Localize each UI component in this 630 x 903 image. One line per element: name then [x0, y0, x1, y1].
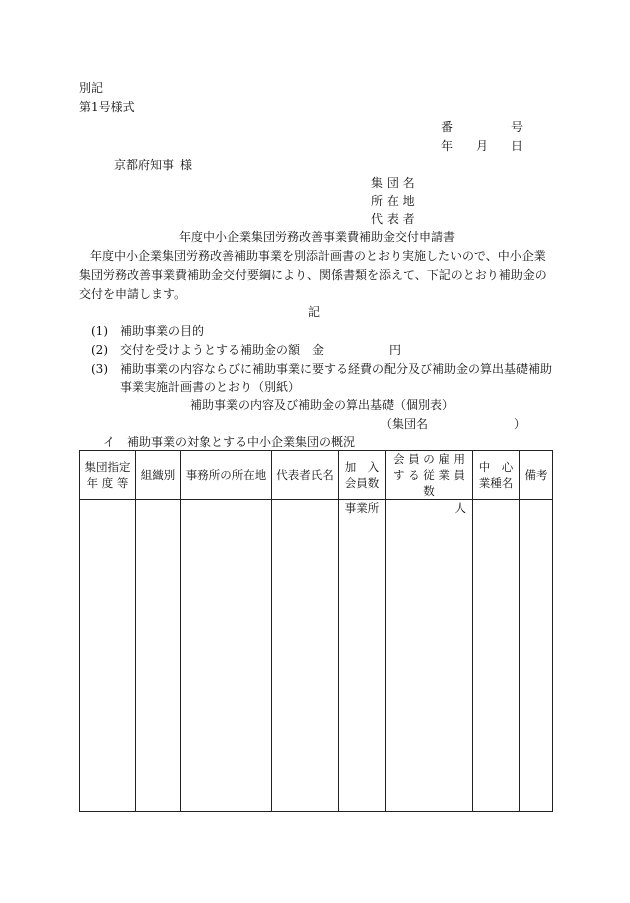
header-member-count: [339, 451, 386, 500]
item-3-continuation: 事業実施計画書のとおり（別紙）: [120, 380, 301, 394]
header-employees-line-1: 会 員 の 雇 用: [392, 452, 466, 466]
cell-employees: [386, 500, 473, 812]
cell-remarks: [520, 500, 553, 812]
date-month: 月: [476, 139, 489, 153]
header-designation-year: [80, 451, 136, 500]
date-year: 年: [441, 139, 454, 153]
body-line-1: 年度中小企業集団労務改善補助事業を別添計画書のとおり実施したいので、中小企業: [90, 249, 546, 263]
item-2-yen: 円: [389, 343, 402, 357]
attachment-label: 別記: [79, 81, 104, 95]
addressee-name: 京都府知事: [114, 158, 175, 172]
item-3-text: 補助事業の内容ならびに補助事業に要する経費の配分及び補助金の算出基礎補助: [120, 362, 553, 376]
applicant-group-name: 集 団 名: [371, 176, 415, 190]
body-line-2: 集団労務改善事業費補助金交付要綱により、関係書類を添えて、下記のとおり補助金の: [79, 268, 547, 282]
item-3-number: (3): [91, 362, 108, 376]
group-label-close: ）: [514, 417, 527, 431]
header-representative-name: 代表者氏名: [272, 451, 339, 500]
applicant-representative: 代 表 者: [371, 212, 415, 226]
item-1-number: (1): [91, 324, 108, 338]
number-char-ban: 番: [441, 120, 454, 134]
cell-member-count: [339, 500, 386, 812]
cell-designation-year: [80, 500, 136, 812]
document-title: 年度中小企業集団労務改善事業費補助金交付申請書: [179, 230, 456, 244]
item-2-number: (2): [91, 343, 108, 357]
item-1-text: 補助事業の目的: [120, 324, 205, 338]
header-member-count-line-1: 加 入: [344, 460, 380, 474]
header-employees-line-2: す る 従 業 員 数: [392, 468, 466, 498]
header-designation-year-line-2: 年 度 等: [86, 476, 129, 490]
section-a-heading: イ 補助事業の対象とする中小企業集団の概況: [103, 435, 356, 449]
addressee-honorific: 様: [180, 158, 193, 172]
header-designation-year-line-1: 集団指定: [84, 460, 131, 474]
detail-title: 補助事業の内容及び補助金の算出基礎（個別表）: [190, 398, 455, 412]
item-2-text: 交付を受けようとする補助金の額 金: [120, 343, 325, 357]
body-line-3: 交付を申請します。: [79, 287, 187, 301]
header-remarks: 備考: [520, 451, 553, 500]
date-day: 日: [511, 139, 524, 153]
group-overview-table: [79, 450, 553, 812]
cell-office-location: [181, 500, 272, 812]
header-office-location: 事務所の所在地: [181, 451, 272, 500]
header-employees: [386, 451, 473, 500]
ki-heading: 記: [308, 305, 321, 319]
header-org-type: 組織別: [136, 451, 181, 500]
header-industry-line-2: 業種名: [478, 476, 514, 490]
cell-industry: [473, 500, 520, 812]
unit-persons: 人: [454, 501, 466, 515]
header-industry: [473, 451, 520, 500]
cell-representative-name: [272, 500, 339, 812]
number-char-go: 号: [511, 120, 524, 134]
header-member-count-line-2: 会員数: [344, 476, 380, 490]
cell-org-type: [136, 500, 181, 812]
form-number: 第1号様式: [79, 100, 135, 114]
header-industry-line-1: 中 心: [478, 460, 514, 474]
unit-offices: 事業所: [344, 501, 380, 515]
applicant-address: 所 在 地: [371, 194, 415, 208]
group-label-open: （集団名: [380, 417, 429, 431]
